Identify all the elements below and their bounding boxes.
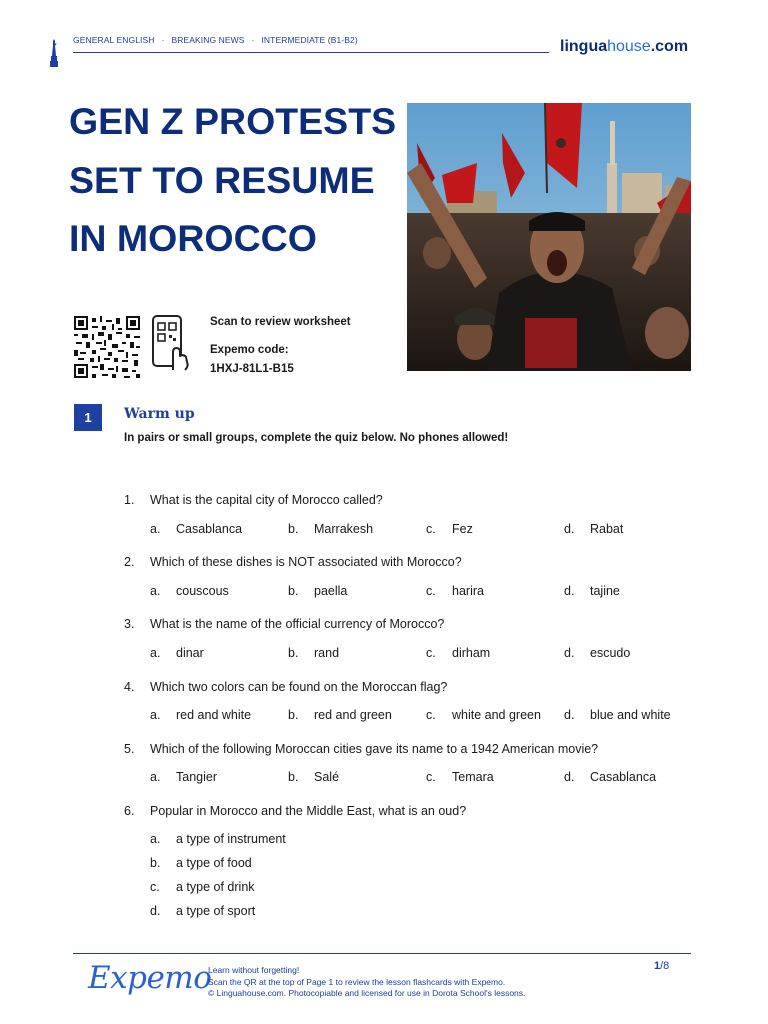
answer-options: a. red and white b. red and green c. white and green d. blue and white <box>150 708 671 722</box>
qr-code-icon[interactable] <box>74 316 140 378</box>
footer-text <box>208 965 525 1000</box>
footer-divider <box>73 953 691 954</box>
question-text: Which of these dishes is NOT associated with Morocco? <box>150 555 462 569</box>
question-text: Which two colors can be found on the Moroccan flag? <box>150 680 448 694</box>
breadcrumb-item[interactable]: GENERAL ENGLISH <box>73 35 155 45</box>
protest-photo <box>407 103 691 371</box>
scan-info <box>210 313 351 379</box>
section-instructions: In pairs or small groups, complete the quiz below. No phones allowed! <box>124 432 509 444</box>
phone-scan-icon <box>151 314 191 372</box>
question-number: 5. <box>124 742 135 756</box>
expemo-logo[interactable]: Expemo <box>88 960 212 996</box>
title-line: SET TO RESUME <box>69 158 375 201</box>
statue-of-liberty-icon <box>48 38 60 68</box>
scan-label: Scan to review worksheet <box>210 316 351 328</box>
section-number-badge: 1 <box>74 404 102 431</box>
breadcrumb: GENERAL ENGLISH · BREAKING NEWS · INTERMEDIATE (B1-B2) <box>73 35 358 45</box>
question-text: Popular in Morocco and the Middle East, what is an oud? <box>150 804 467 818</box>
footer-copyright: © Linguahouse.com. Photocopiable and licensed for use in Dorota School's lessons. <box>208 988 526 998</box>
question-text: What is the capital city of Morocco called? <box>150 493 383 507</box>
page-number: 1/8 <box>654 960 670 972</box>
question-number: 2. <box>124 555 135 569</box>
answer-options: a. couscous b. paella c. harira d. tajine <box>150 584 620 598</box>
footer-instructions: Scan the QR at the top of Page 1 to review the lesson flashcards with Expemo. <box>208 976 506 987</box>
title-line: GEN Z PROTESTS <box>69 100 397 142</box>
breadcrumb-item[interactable]: INTERMEDIATE (B1-B2) <box>261 35 358 45</box>
question-number: 6. <box>124 804 135 818</box>
question-text: What is the name of the official currency of Morocco? <box>150 617 445 631</box>
answer-options: a. dinar b. rand c. dirham d. escudo <box>150 646 631 660</box>
question-number: 3. <box>124 617 135 631</box>
page-title <box>69 92 409 268</box>
section-title: Warm up <box>124 406 195 422</box>
linguahouse-logo[interactable]: linguahouse.com <box>560 38 689 55</box>
answer-options: a. Casablanca b. Marrakesh c. Fez d. Rabat <box>150 522 624 536</box>
question-number: 4. <box>124 680 135 694</box>
expemo-code-value: 1HXJ-81L1-B15 <box>210 363 294 375</box>
footer-tagline: Learn without forgetting! <box>208 965 300 975</box>
header-divider <box>73 52 549 53</box>
question-number: 1. <box>124 493 135 507</box>
question-text: Which of the following Moroccan cities gave its name to a 1942 American movie? <box>150 742 599 756</box>
title-line: IN MOROCCO <box>69 217 317 259</box>
answer-options: a. Tangier b. Salé c. Temara d. Casablanca <box>150 770 657 784</box>
expemo-code-label: Expemo code: <box>210 344 289 356</box>
breadcrumb-item[interactable]: BREAKING NEWS <box>171 35 245 45</box>
